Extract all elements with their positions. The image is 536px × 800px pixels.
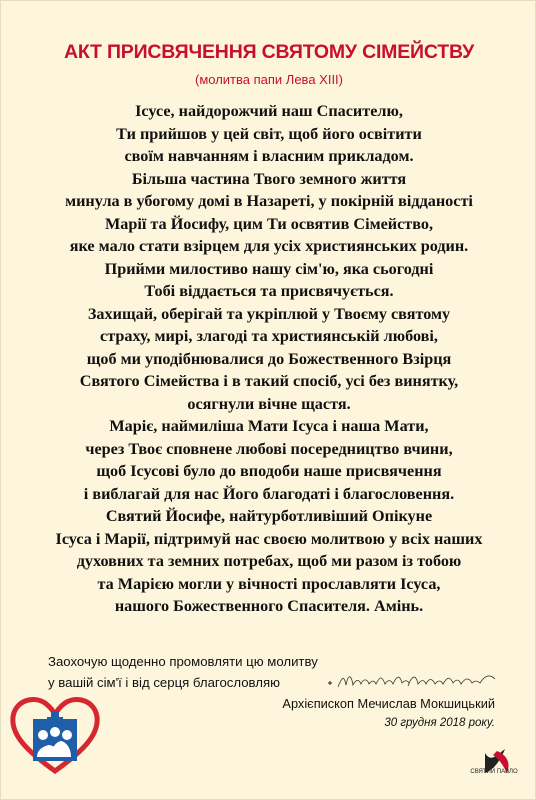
prayer-line: яке мало стати взірцем для усіх християнських родин. bbox=[69, 237, 469, 255]
prayer-line: своїм навчанням і власним прикладом. bbox=[124, 147, 414, 165]
prayer-line: Ти прийшов у цей світ, щоб його освітити bbox=[116, 124, 422, 143]
prayer-line: Захищай, оберігай та укріплюй у Твоєму святому bbox=[87, 304, 451, 323]
prayer-line: Святий Йосифе, найтурботливіший Опікуне bbox=[105, 507, 433, 525]
prayer-line: Ісусе, найдорожчий наш Спасителю, bbox=[135, 102, 403, 120]
holy-family-heart-logo bbox=[7, 691, 103, 775]
handwritten-signature bbox=[326, 669, 511, 695]
exhortation-text bbox=[48, 651, 318, 693]
prayer-line: Маріє, наймиліша Мати Ісуса і наша Мати, bbox=[109, 417, 429, 435]
publisher-name: СВЯТИЙ ПАВЛО bbox=[470, 769, 518, 775]
exhortation-line: у вашій сім'ї і від серця благословляю bbox=[48, 675, 280, 690]
document-title: АКТ ПРИСВЯЧЕННЯ СВЯТОМУ СІМЕЙСТВУ bbox=[63, 41, 475, 63]
publisher-logo bbox=[471, 745, 521, 785]
prayer-line: Прийми милостиво нашу сім'ю, яка сьогодні bbox=[104, 259, 434, 278]
document-date: 30 грудня 2018 року. bbox=[384, 717, 495, 729]
prayer-line: осягнули вічне щастя. bbox=[187, 394, 351, 413]
prayer-line: минула в убогому домі в Назареті, у покірній відданості bbox=[65, 192, 473, 210]
author-name: Архієпископ Мечислав Мокшицький bbox=[282, 696, 495, 711]
prayer-line: щоб Ісусові було до вподоби наше присвячення bbox=[96, 462, 442, 480]
exhortation-line: Заохочую щоденно промовляти цю молитву bbox=[48, 654, 318, 669]
prayer-line: і виблагай для нас Його благодаті і благословення. bbox=[83, 484, 455, 503]
prayer-line: Ісуса і Марії, підтримуй нас своєю молитвою у всіх наших bbox=[55, 529, 483, 548]
prayer-line: нашого Божественного Спасителя. Амінь. bbox=[114, 597, 424, 615]
prayer-line: Більша частина Твого земного життя bbox=[131, 169, 407, 188]
prayer-line: Марії та Йосифу, цим Ти освятив Сімейство, bbox=[104, 214, 434, 233]
prayer-line: Тобі віддається та присвячується. bbox=[144, 282, 394, 300]
prayer-line: щоб ми уподібнювалися до Божественного Взірця bbox=[86, 349, 452, 368]
prayer-text bbox=[21, 100, 517, 618]
prayer-line: через Твоє сповнене любові посередництво вчини, bbox=[85, 439, 453, 458]
prayer-line: Святого Сімейства і в такий спосіб, усі без винятку, bbox=[79, 372, 459, 390]
prayer-line: та Марією могли у вічності прославляти Ісуса, bbox=[97, 574, 441, 593]
prayer-line: духовних та земних потребах, щоб ми разом із тобою bbox=[76, 552, 462, 570]
prayer-line: страху, мирі, злагоді та християнській любові, bbox=[100, 327, 438, 345]
document-subtitle: (молитва папи Лева XIII) bbox=[195, 72, 343, 87]
